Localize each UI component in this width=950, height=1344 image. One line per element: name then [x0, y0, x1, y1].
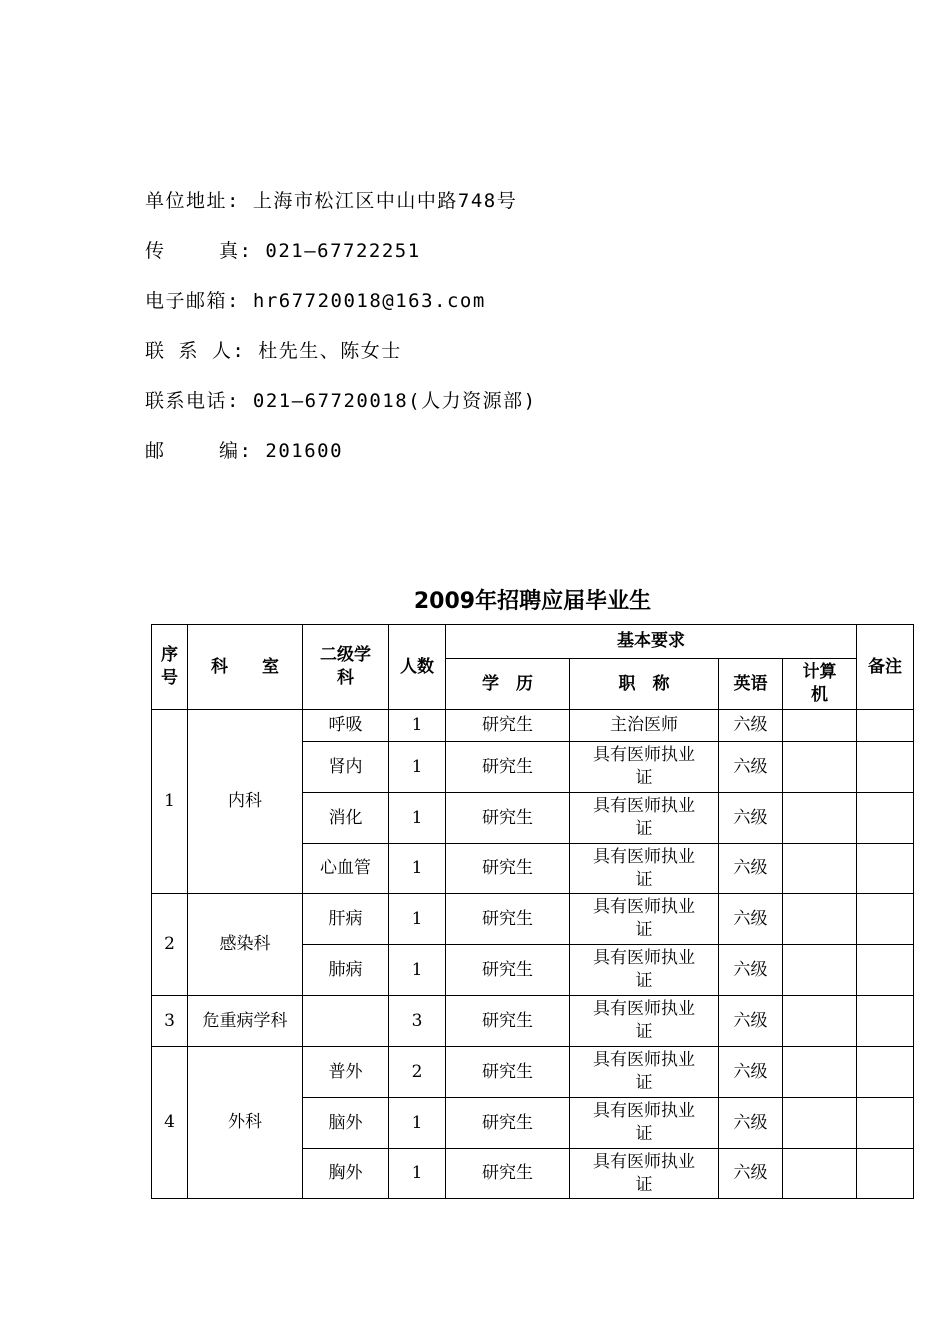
cell-subdept: 脑外 [303, 1098, 389, 1149]
fax-line [145, 236, 421, 263]
cell-title-line1: 具有医师执业 [593, 796, 695, 816]
cell-computer [783, 996, 857, 1047]
email-label: 电子邮箱: [145, 290, 240, 312]
cell-title [570, 1098, 719, 1149]
cell-seq: 2 [152, 894, 188, 996]
cell-count: 3 [389, 996, 446, 1047]
table-header [152, 625, 914, 710]
cell-computer [783, 945, 857, 996]
cell-education: 研究生 [446, 1149, 570, 1199]
cell-title-line1: 具有医师执业 [593, 1151, 695, 1172]
table-row [152, 1047, 914, 1098]
cell-title [570, 996, 719, 1047]
cell-seq: 3 [152, 996, 188, 1047]
header-seq [152, 625, 188, 710]
cell-computer [783, 793, 857, 844]
cell-education: 研究生 [446, 742, 570, 793]
recruitment-table [151, 624, 914, 1199]
header-subdept-line1: 二级学 [320, 645, 371, 665]
cell-title-line2: 证 [635, 1124, 653, 1144]
cell-remark [857, 945, 914, 996]
cell-computer [783, 742, 857, 793]
email-line [145, 286, 486, 313]
cell-subdept: 肾内 [303, 742, 389, 793]
phone-value: 021—67720018(人力资源部) [252, 390, 537, 412]
cell-count: 1 [389, 894, 446, 945]
cell-title [570, 793, 719, 844]
cell-computer [783, 710, 857, 742]
header-subdept-line2: 科 [337, 668, 354, 688]
cell-computer [783, 844, 857, 894]
cell-subdept: 肝病 [303, 894, 389, 945]
cell-remark [857, 1098, 914, 1149]
cell-education: 研究生 [446, 710, 570, 742]
cell-count: 1 [389, 742, 446, 793]
cell-title [570, 742, 719, 793]
cell-dept: 内科 [188, 710, 303, 894]
zip-label-second: 编: [219, 440, 253, 462]
header-english: 英语 [719, 659, 783, 710]
cell-english: 六级 [719, 742, 783, 793]
address-label: 单位地址: [145, 190, 240, 212]
cell-title-line2: 证 [635, 971, 653, 991]
cell-english: 六级 [719, 945, 783, 996]
table-body [152, 710, 914, 1199]
email-value: hr67720018@163.com [252, 290, 486, 312]
header-subdept [303, 625, 389, 710]
cell-subdept: 消化 [303, 793, 389, 844]
cell-english: 六级 [719, 1149, 783, 1199]
header-education: 学 历 [446, 659, 570, 710]
cell-title [570, 945, 719, 996]
phone-label: 联系电话: [145, 390, 240, 412]
header-seq-line2: 号 [161, 668, 178, 688]
header-remark: 备注 [857, 625, 914, 710]
cell-english: 六级 [719, 844, 783, 894]
cell-english: 六级 [719, 996, 783, 1047]
cell-count: 1 [389, 1149, 446, 1199]
cell-count: 2 [389, 1047, 446, 1098]
cell-remark [857, 844, 914, 894]
cell-seq: 4 [152, 1047, 188, 1199]
cell-computer [783, 1149, 857, 1199]
cell-count: 1 [389, 793, 446, 844]
header-seq-line1: 序 [161, 645, 178, 665]
cell-title-line1: 具有医师执业 [593, 1101, 695, 1121]
cell-title [570, 710, 719, 742]
header-computer [783, 659, 857, 710]
cell-title-line1: 具有医师执业 [593, 745, 695, 765]
cell-subdept: 普外 [303, 1047, 389, 1098]
cell-subdept [303, 996, 389, 1047]
contact-person-value: 杜先生、陈女士 [258, 340, 402, 362]
table-row [152, 996, 914, 1047]
cell-count: 1 [389, 710, 446, 742]
cell-title-line2: 证 [635, 1073, 653, 1093]
cell-education: 研究生 [446, 844, 570, 894]
cell-remark [857, 710, 914, 742]
cell-computer [783, 1098, 857, 1149]
zip-line [145, 436, 343, 463]
cell-title-line1: 主治医师 [610, 715, 678, 735]
cell-title [570, 1149, 719, 1199]
fax-value: 021—67722251 [265, 240, 421, 262]
cell-english: 六级 [719, 793, 783, 844]
header-count: 人数 [389, 625, 446, 710]
header-computer-line2: 机 [811, 685, 828, 705]
zip-value: 201600 [265, 440, 344, 462]
contact-person-label: 联 系 人: [145, 340, 246, 362]
cell-title-line2: 证 [635, 819, 653, 839]
table-row [152, 894, 914, 945]
cell-education: 研究生 [446, 1098, 570, 1149]
cell-title-line1: 具有医师执业 [593, 846, 695, 867]
cell-education: 研究生 [446, 1047, 570, 1098]
cell-remark [857, 1047, 914, 1098]
cell-dept: 感染科 [188, 894, 303, 996]
cell-title-line1: 具有医师执业 [593, 999, 695, 1019]
cell-remark [857, 996, 914, 1047]
address-line [145, 186, 517, 213]
cell-title-line2: 证 [635, 1022, 653, 1042]
cell-education: 研究生 [446, 996, 570, 1047]
cell-count: 1 [389, 844, 446, 894]
cell-education: 研究生 [446, 793, 570, 844]
cell-education: 研究生 [446, 894, 570, 945]
cell-computer [783, 894, 857, 945]
cell-english: 六级 [719, 1047, 783, 1098]
cell-seq: 1 [152, 710, 188, 894]
cell-remark [857, 793, 914, 844]
phone-line [145, 386, 537, 413]
cell-count: 1 [389, 945, 446, 996]
cell-subdept: 胸外 [303, 1149, 389, 1199]
cell-title [570, 1047, 719, 1098]
cell-remark [857, 1149, 914, 1199]
address-value: 上海市松江区中山中路748号 [252, 190, 518, 212]
cell-subdept: 呼吸 [303, 710, 389, 742]
cell-dept: 危重病学科 [188, 996, 303, 1047]
table-title: 2009年招聘应届毕业生 [413, 589, 652, 614]
cell-title-line1: 具有医师执业 [593, 948, 695, 968]
cell-dept: 外科 [188, 1047, 303, 1199]
header-title: 职 称 [570, 659, 719, 710]
cell-subdept: 心血管 [303, 844, 389, 894]
cell-title-line1: 具有医师执业 [593, 1050, 695, 1070]
header-basic-requirements: 基本要求 [446, 625, 857, 659]
cell-subdept: 肺病 [303, 945, 389, 996]
header-computer-line1: 计算 [802, 662, 837, 682]
fax-label-second: 真: [219, 240, 253, 262]
cell-education: 研究生 [446, 945, 570, 996]
cell-english: 六级 [719, 1098, 783, 1149]
fax-label-first: 传 [145, 240, 166, 262]
header-dept: 科 室 [188, 625, 303, 710]
contact-person-line [145, 336, 402, 363]
cell-english: 六级 [719, 894, 783, 945]
cell-title-line2: 证 [635, 768, 653, 788]
zip-label-first: 邮 [145, 440, 166, 462]
cell-english: 六级 [719, 710, 783, 742]
cell-remark [857, 894, 914, 945]
table-row [152, 710, 914, 742]
cell-title-line1: 具有医师执业 [593, 897, 695, 917]
cell-remark [857, 742, 914, 793]
cell-count: 1 [389, 1098, 446, 1149]
cell-computer [783, 1047, 857, 1098]
cell-title-line2: 证 [635, 920, 653, 940]
cell-title-line2: 证 [635, 1174, 653, 1195]
cell-title [570, 844, 719, 894]
cell-title [570, 894, 719, 945]
cell-title-line2: 证 [635, 869, 653, 890]
